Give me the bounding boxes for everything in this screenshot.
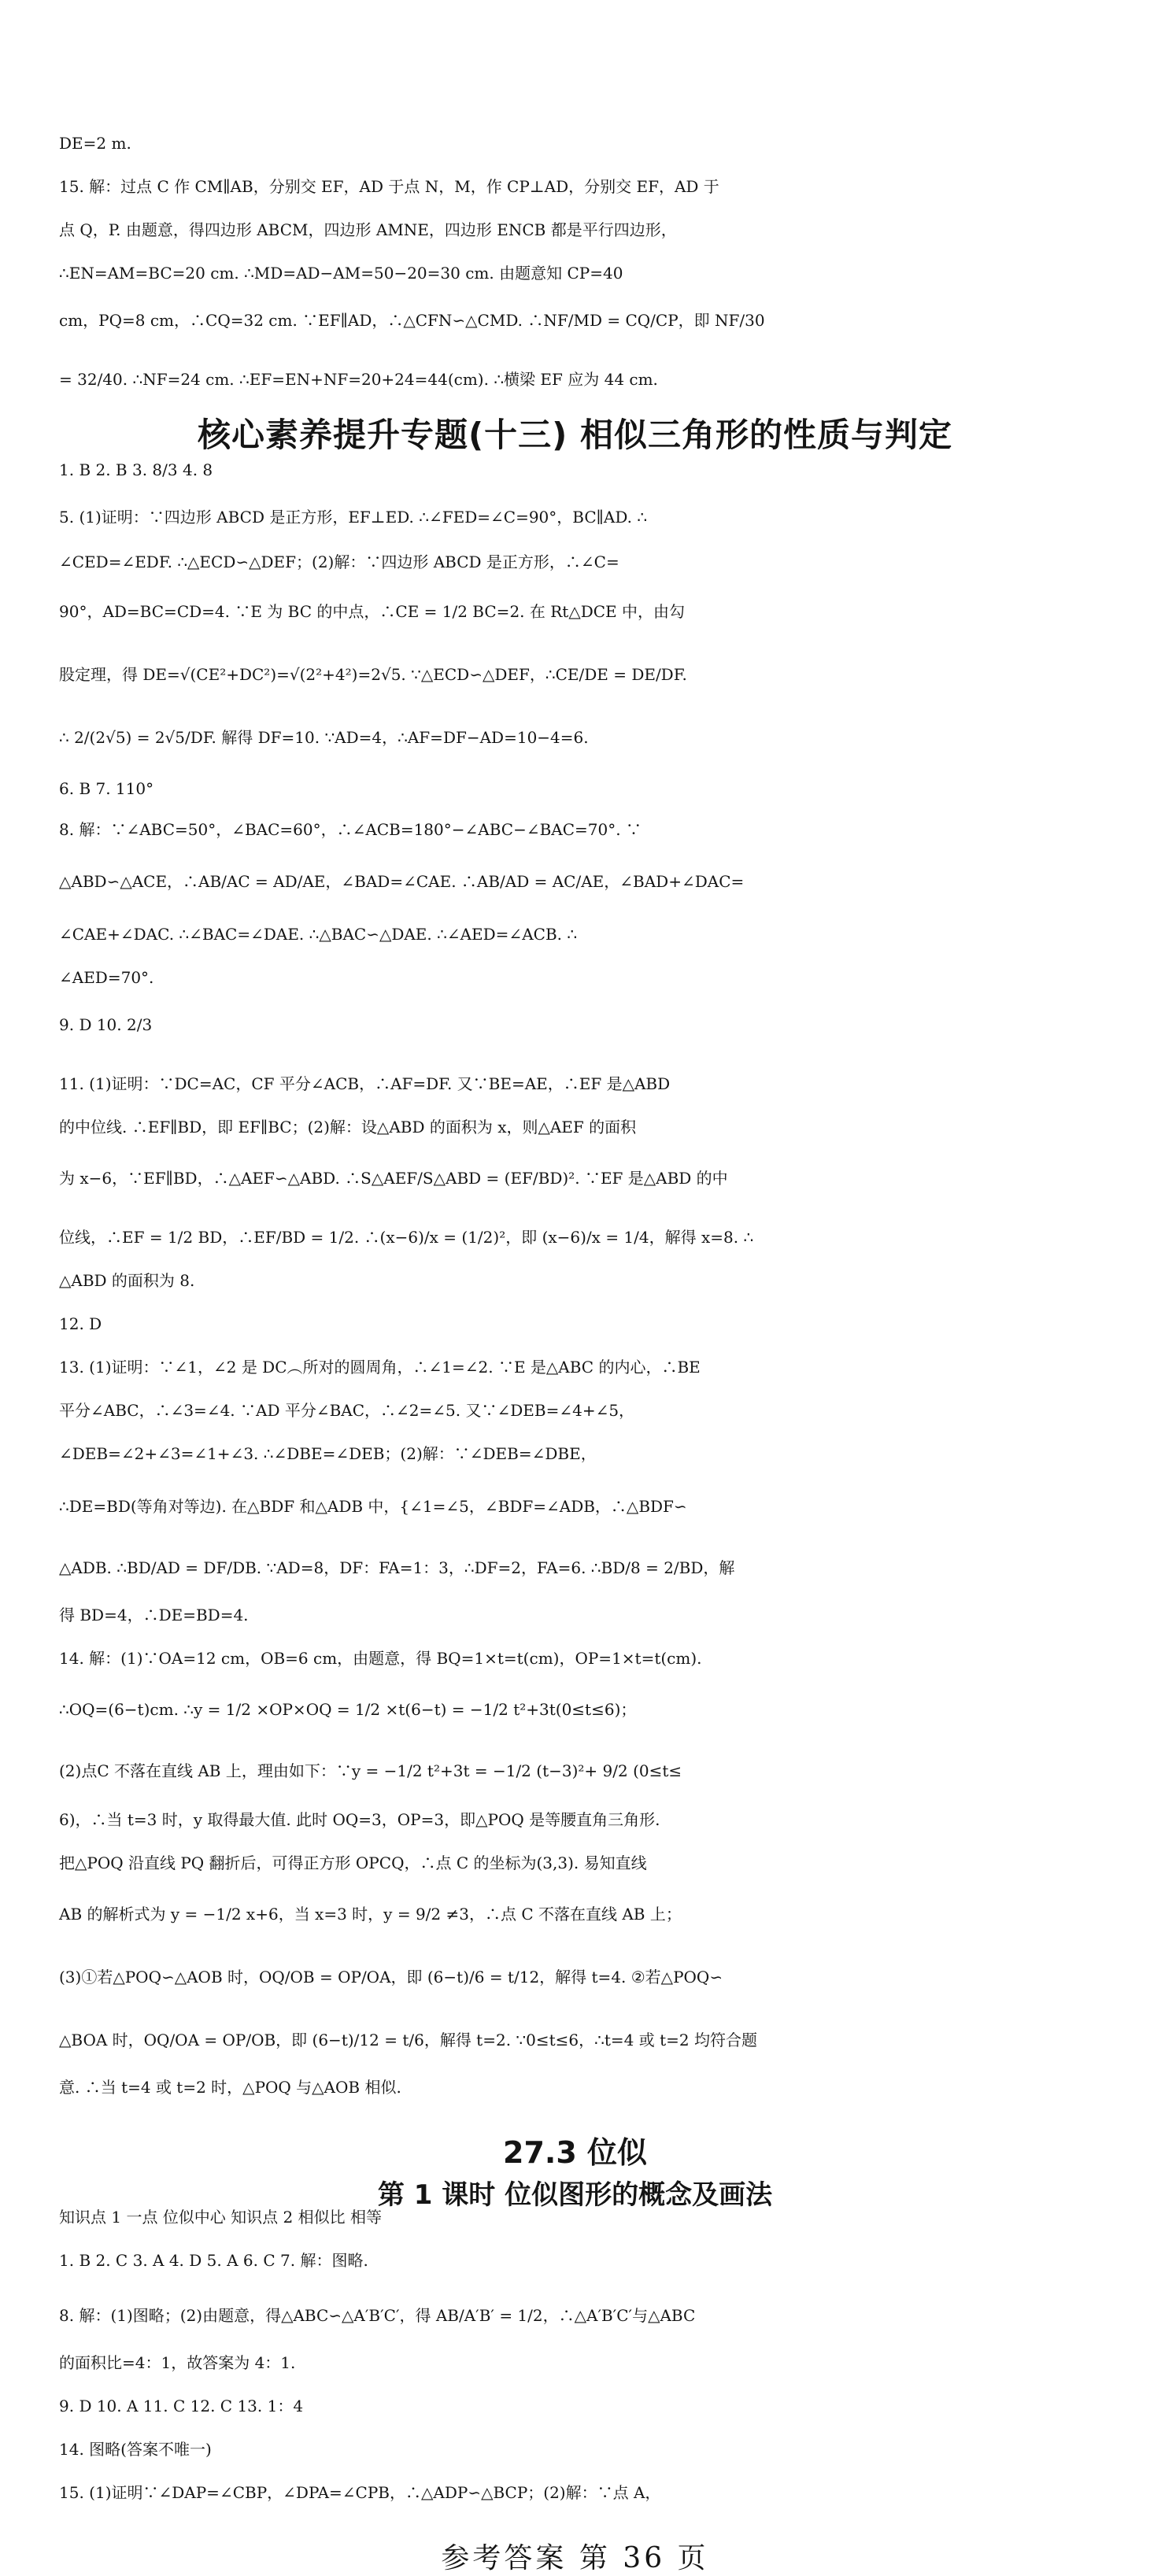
page-footer: 参考答案 第 36 页 <box>441 2542 709 2574</box>
lesson-heading: 第 1 课时 位似图形的概念及画法 <box>377 2179 773 2211</box>
text-line: △BOA 时，OQ/OA = OP/OB，即 (6−t)/12 = t/6，解得 t=2. ∵0≤t≤6，∴t=4 或 t=2 均符合题 <box>59 2031 757 2049</box>
text-line: 1. B 2. C 3. A 4. D 5. A 6. C 7. 解：图略. <box>59 2251 368 2270</box>
text-line: △ABD 的面积为 8. <box>59 1271 195 1290</box>
text-line: 得 BD=4，∴DE=BD=4. <box>59 1606 249 1624</box>
text-line: 知识点 1 一点 位似中心 知识点 2 相似比 相等 <box>59 2208 382 2227</box>
text-line: 14. 解：(1)∵OA=12 cm，OB=6 cm，由题意，得 BQ=1×t=t(cm)，OP=1×t=t(cm). <box>59 1649 702 1668</box>
text-line: 14. 图略(答案不唯一) <box>59 2440 212 2459</box>
text-line: ∴EN=AM=BC=20 cm. ∴MD=AD−AM=50−20=30 cm. 由题意知 CP=40 <box>59 264 623 283</box>
text-line: ∠CAE+∠DAC. ∴∠BAC=∠DAE. ∴△BAC∽△DAE. ∴∠AED=∠ACB. ∴ <box>59 925 578 944</box>
text-line: 把△POQ 沿直线 PQ 翻折后，可得正方形 OPCQ，∴点 C 的坐标为(3,3). 易知直线 <box>59 1853 647 1872</box>
text-line: △ABD∽△ACE，∴AB/AC = AD/AE，∠BAD=∠CAE. ∴AB/AD = AC/AE，∠BAD+∠DAC= <box>59 872 745 891</box>
text-line: 1. B 2. B 3. 8/3 4. 8 <box>59 460 213 479</box>
text-line: = 32/40. ∴NF=24 cm. ∴EF=EN+NF=20+24=44(cm). ∴横梁 EF 应为 44 cm. <box>59 370 658 389</box>
text-line: (2)点C 不落在直线 AB 上，理由如下：∵y = −1/2 t²+3t = −1/2 (t−3)²+ 9/2 (0≤t≤ <box>59 1761 682 1780</box>
text-line: ∠CED=∠EDF. ∴△ECD∽△DEF；(2)解：∵四边形 ABCD 是正方形，∴∠C= <box>59 553 619 571</box>
text-line: 平分∠ABC，∴∠3=∠4. ∵AD 平分∠BAC，∴∠2=∠5. 又∵∠DEB=∠4+∠5， <box>59 1401 635 1420</box>
text-line: 15. 解：过点 C 作 CM∥AB，分别交 EF，AD 于点 N，M，作 CP⊥AD，分别交 EF，AD 于 <box>59 177 719 196</box>
text-line: ∴DE=BD(等角对等边). 在△BDF 和△ADB 中，{∠1=∠5，∠BDF=∠ADB，∴△BDF∽ <box>59 1497 687 1516</box>
text-line: 为 x−6，∵EF∥BD，∴△AEF∽△ABD. ∴S△AEF/S△ABD = (EF/BD)². ∵EF 是△ABD 的中 <box>59 1169 728 1188</box>
text-line: AB 的解析式为 y = −1/2 x+6，当 x=3 时，y = 9/2 ≠3，∴点 C 不落在直线 AB 上； <box>59 1905 682 1924</box>
text-line: 8. 解：∵∠ABC=50°，∠BAC=60°，∴∠ACB=180°−∠ABC−∠BAC=70°. ∵ <box>59 820 642 839</box>
text-line: 股定理，得 DE=√(CE²+DC²)=√(2²+4²)=2√5. ∵△ECD∽△DEF，∴CE/DE = DE/DF. <box>59 665 687 684</box>
text-line: 6)，∴当 t=3 时，y 取得最大值. 此时 OQ=3，OP=3，即△POQ 是等腰直角三角形. <box>59 1810 660 1829</box>
text-line: 5. (1)证明：∵四边形 ABCD 是正方形，EF⊥ED. ∴∠FED=∠C=90°，BC∥AD. ∴ <box>59 508 648 527</box>
text-line: 的面积比=4：1，故答案为 4：1. <box>59 2353 296 2372</box>
text-line: △ADB. ∴BD/AD = DF/DB. ∵AD=8，DF：FA=1：3，∴DF=2，FA=6. ∴BD/8 = 2/BD，解 <box>59 1558 735 1577</box>
text-line: ∠AED=70°. <box>59 968 154 987</box>
text-line: 11. (1)证明：∵DC=AC，CF 平分∠ACB，∴AF=DF. 又∵BE=AE，∴EF 是△ABD <box>59 1074 671 1093</box>
text-line: 位线，∴EF = 1/2 BD，∴EF/BD = 1/2. ∴(x−6)/x = (1/2)²，即 (x−6)/x = 1/4，解得 x=8. ∴ <box>59 1228 754 1247</box>
text-line: ∴OQ=(6−t)cm. ∴y = 1/2 ×OP×OQ = 1/2 ×t(6−t) = −1/2 t²+3t(0≤t≤6)； <box>59 1700 637 1719</box>
special-topic-heading: 核心素养提升专题(十三) 相似三角形的性质与判定 <box>197 416 952 454</box>
text-line: 90°，AD=BC=CD=4. ∵E 为 BC 的中点，∴CE = 1/2 BC=2. 在 Rt△DCE 中，由勾 <box>59 602 686 621</box>
text-line: 的中位线. ∴EF∥BD，即 EF∥BC；(2)解：设△ABD 的面积为 x，则△AEF 的面积 <box>59 1118 637 1136</box>
text-line: DE=2 m. <box>59 134 131 153</box>
text-line: ∴ 2/(2√5) = 2√5/DF. 解得 DF=10. ∵AD=4，∴AF=DF−AD=10−4=6. <box>59 728 589 747</box>
text-line: 9. D 10. 2/3 <box>59 1015 153 1034</box>
section-heading: 27.3 位似 <box>503 2135 647 2170</box>
text-line: 点 Q，P. 由题意，得四边形 ABCM，四边形 AMNE，四边形 ENCB 都是平行四边形， <box>59 220 677 239</box>
text-line: cm，PQ=8 cm，∴CQ=32 cm. ∵EF∥AD，∴△CFN∽△CMD. ∴NF/MD = CQ/CP，即 NF/30 <box>59 311 765 330</box>
text-line: ∠DEB=∠2+∠3=∠1+∠3. ∴∠DBE=∠DEB；(2)解：∵∠DEB=∠DBE， <box>59 1444 597 1463</box>
text-line: 12. D <box>59 1314 102 1333</box>
text-line: (3)①若△POQ∽△AOB 时，OQ/OB = OP/OA，即 (6−t)/6 = t/12，解得 t=4. ②若△POQ∽ <box>59 1968 723 1987</box>
text-line: 13. (1)证明：∵∠1，∠2 是 DC︵所对的圆周角，∴∠1=∠2. ∵E 是△ABC 的内心，∴BE <box>59 1358 701 1377</box>
text-line: 8. 解：(1)图略；(2)由题意，得△ABC∽△A′B′C′，得 AB/A′B′ = 1/2，∴△A′B′C′与△ABC <box>59 2306 696 2325</box>
text-line: 9. D 10. A 11. C 12. C 13. 1：4 <box>59 2397 304 2415</box>
text-line: 意. ∴当 t=4 或 t=2 时，△POQ 与△AOB 相似. <box>59 2078 401 2097</box>
text-line: 6. B 7. 110° <box>59 779 154 798</box>
text-line: 15. (1)证明∵∠DAP=∠CBP，∠DPA=∠CPB，∴△ADP∽△BCP；(2)解：∵点 A， <box>59 2483 661 2502</box>
